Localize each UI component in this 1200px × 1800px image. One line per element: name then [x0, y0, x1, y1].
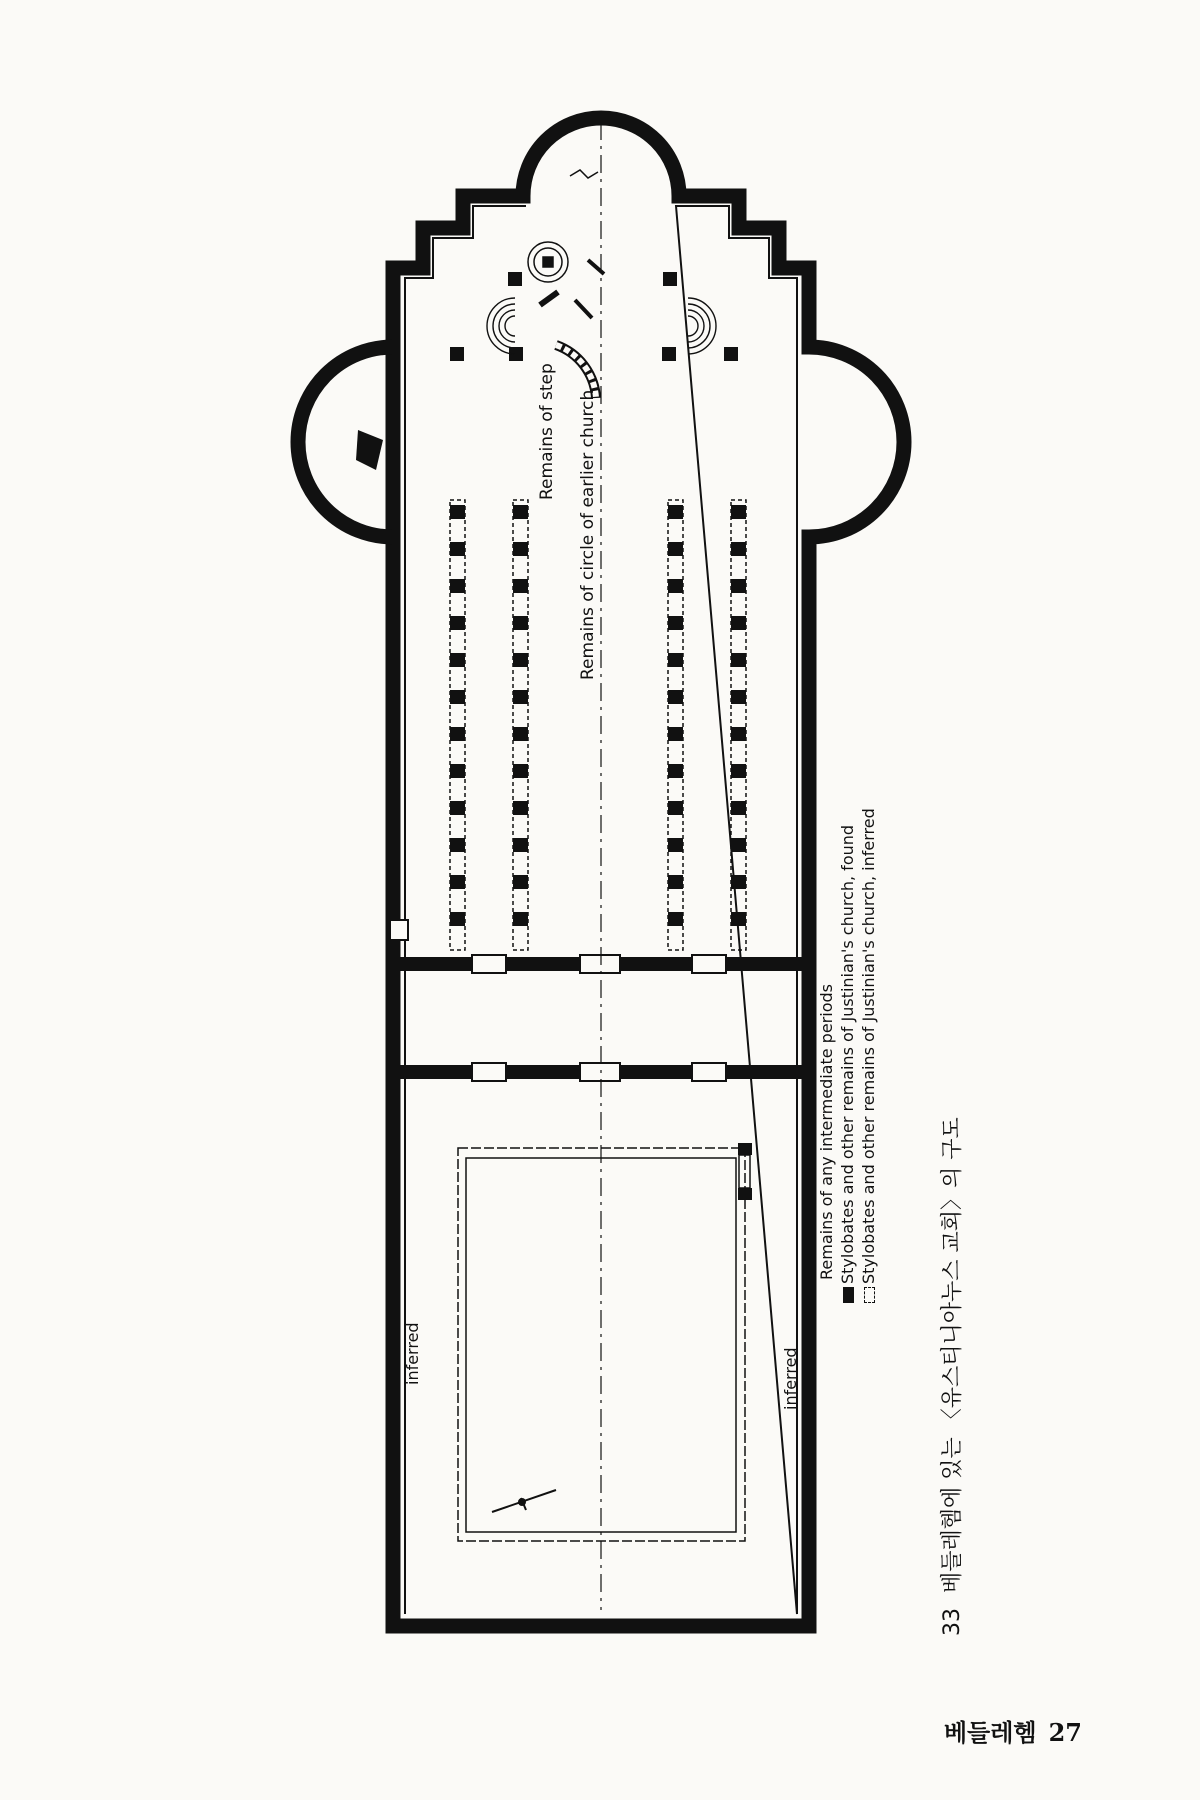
page-number: 27: [1048, 1718, 1082, 1747]
column-block: [450, 764, 465, 778]
legend-item-inferred: [859, 808, 878, 1303]
column-block: [668, 542, 683, 556]
grotto-stair-left: [487, 298, 515, 354]
narthex-doors: [472, 955, 726, 1081]
column-block: [731, 801, 746, 815]
side-door: [390, 920, 408, 940]
legend-dashed-swatch: [864, 1287, 875, 1303]
column-block: [450, 690, 465, 704]
column-block: [731, 727, 746, 741]
column-block: [513, 653, 528, 667]
column-block: [668, 690, 683, 704]
column-block: [731, 653, 746, 667]
label-remains-of-circle: Remains of circle of earlier church: [578, 389, 598, 680]
column-block: [668, 653, 683, 667]
column-block: [668, 801, 683, 815]
column-block: [513, 727, 528, 741]
apse-opening: [800, 420, 820, 438]
column-block: [668, 875, 683, 889]
footer-title: 베들레헴: [943, 1718, 1037, 1747]
column-block: [731, 764, 746, 778]
page-footer: [944, 1713, 1082, 1748]
column-block: [668, 616, 683, 630]
atrium-cistern-marker: [492, 1490, 556, 1512]
outer-wall: [393, 118, 904, 1626]
column-block: [450, 727, 465, 741]
column-block: [731, 579, 746, 593]
caption-text: 베들레헴에 있는 〈유스티니아누스 교회〉의 구도: [940, 1117, 965, 1593]
legend-text-inferred: Stylobates and other remains of Justinian's church, inferred: [859, 808, 878, 1284]
column-block: [731, 616, 746, 630]
column-block: [668, 764, 683, 778]
column-block: [450, 653, 465, 667]
legend-text-found: Stylobates and other remains of Justinian's church, found: [838, 824, 857, 1284]
column-block: [668, 579, 683, 593]
column-block: [668, 912, 683, 926]
legend-item-found: [838, 825, 857, 1303]
legend-solid-swatch: [843, 1287, 854, 1303]
column-block: [450, 542, 465, 556]
column-block: [450, 912, 465, 926]
atrium-pier-bottom: [738, 1188, 752, 1200]
label-remains-of-step: Remains of step: [537, 363, 557, 500]
column-block: [513, 579, 528, 593]
column-block: [668, 505, 683, 519]
column-block: [513, 616, 528, 630]
label-inferred-left: inferred: [403, 1322, 422, 1385]
column-block: [731, 542, 746, 556]
grotto-stair-right: [688, 298, 716, 354]
column-block: [668, 727, 683, 741]
atrium-stylobate: [739, 1155, 750, 1188]
left-apse-fragment: [356, 430, 383, 470]
column-block: [450, 801, 465, 815]
column-block: [513, 764, 528, 778]
column-block: [513, 801, 528, 815]
east-apse-fragment: [570, 170, 598, 178]
column-block: [731, 875, 746, 889]
legend-item-intermediate: [817, 984, 836, 1280]
column-block: [513, 505, 528, 519]
column-block: [450, 838, 465, 852]
legend-text-intermediate: Remains of any intermediate periods: [817, 984, 836, 1280]
column-block: [450, 505, 465, 519]
column-block: [450, 616, 465, 630]
figure-caption: [935, 1117, 966, 1636]
column-block: [513, 912, 528, 926]
column-block: [513, 542, 528, 556]
column-block: [731, 505, 746, 519]
column-blocks: [450, 505, 746, 926]
column-block: [668, 838, 683, 852]
column-block: [513, 875, 528, 889]
caption-number: 33: [940, 1608, 965, 1636]
column-block: [450, 875, 465, 889]
column-block: [731, 838, 746, 852]
column-block: [731, 912, 746, 926]
column-block: [513, 690, 528, 704]
column-block: [731, 690, 746, 704]
label-inferred-right: inferred: [781, 1347, 800, 1410]
column-block: [513, 838, 528, 852]
column-block: [450, 579, 465, 593]
atrium-pier-top: [738, 1143, 752, 1155]
